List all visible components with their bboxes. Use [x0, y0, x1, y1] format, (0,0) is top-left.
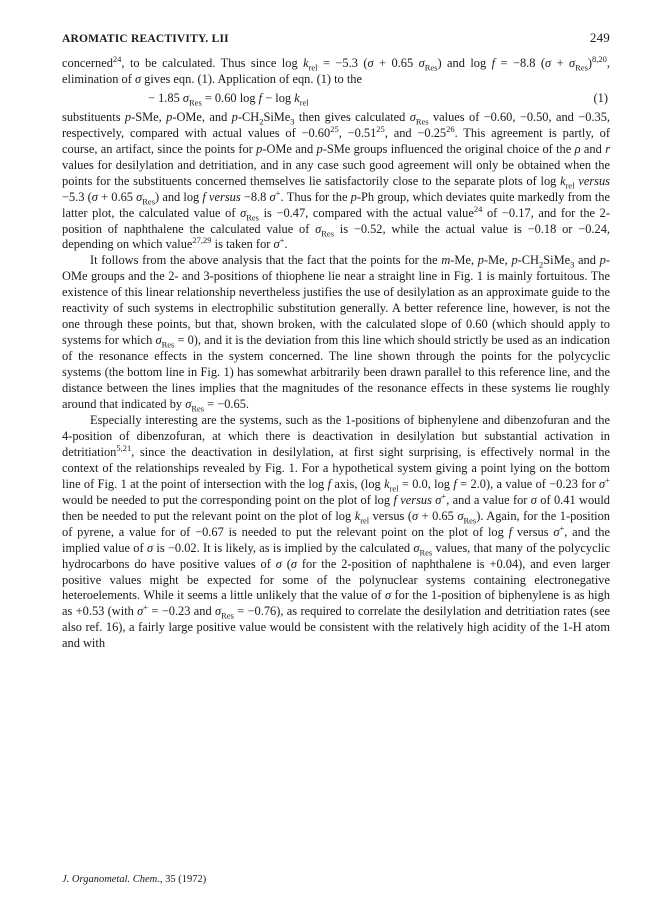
running-title: AROMATIC REACTIVITY. LII	[62, 33, 229, 45]
page	[62, 30, 610, 652]
equation-text: − 1.85 $\sigma_{Res} = 0.60$ $\log f - \log k_{rel}$	[148, 90, 309, 108]
paragraph-1a: concerned$^{24}$, to be calculated. Thus since $\log k_{rel} = -5.3$ (σ + 0.65 $\sigma_{Res}$) and log f = −8.8 $(\sigma + \sigma_{Res})^{8,20}$, elimination of σ gives eqn. (1). Application of eqn. (1) to the	[62, 53, 611, 86]
paragraph-3: Especially interesting are the systems, such as the 1-positions of biphenylene and dibenzofuran and the 4-position of dibenzofuran, at which there is deactivation in desilylation but substantial activation in detritiation$^{5,21}$, since the deactivation in desilylation, at first sight surprising, is effectively normal in the context of the relationships revealed by Fig. 1. For a hypothetical system giving a point lying on the bottom line of Fig. 1 at the point of intersection with the log f axis, (log $k_{rel} = 0.0$, log f = 2.0), a value of −0.23 for σ+ would be needed to put the corresponding point on the plot of log f versus σ+, and a value for σ of 0.41 would then be needed to put the relevant point on the plot of $\log k_{rel}$ versus (σ + 0.65 $\sigma_{Res}$). Again, for the 1-position of pyrene, a value for of −0.67 is needed to put the relevant point on the plot of log f versus σ+, and the implied value of σ is −0.02. It is likely, as is implied by the calculated $\sigma_{Res}$ values, that many of the polycyclic hydrocarbons do have positive values of σ (σ for the 2-position of naphthalene is +0.04), and even larger positive values might be expected for some of the polynuclear systems containing electronegative heteroelements. While it seems a little unlikely that the value of σ for the 1-position of biphenylene is as high as +0.53 (with σ+ = −0.23 and $\sigma_{Res} = -0.76$), as required to correlate the desilylation and detritiation rates (see also ref. 16), a fairly large positive value would be consistent with the relatively high acidity of the 1-H atom and with	[62, 412, 611, 651]
journal-name: J. Organometal. Chem.,	[62, 874, 163, 885]
running-head	[62, 30, 610, 46]
equation-number: (1)	[593, 90, 608, 105]
equation-1	[62, 91, 610, 107]
journal-volume-year: 35 (1972)	[165, 874, 207, 885]
footer-citation	[62, 874, 206, 885]
paragraph-2: It follows from the above analysis that the fact that the points for the m-Me, p-Me, $p-CH_2SiMe_3$ and p-OMe groups and the 2- and 3-positions of thiophene lie near a straight line in Fig. 1 is mainly fortuitous. The existence of this linear relationship nevertheless justifies the use of desilylation as an approximate guide to the reactivity of such systems in electrophilic substitution generally. A better reference line, however, is not the one through these points, but that, shown broken, with the calculated slope of 0.60 (which should apply to systems for which $\sigma_{Res} = 0$), and it is the deviation from this line which should strictly be used as an indication of the resonance effects in the system concerned. The line shown through the points for the polycyclic systems (the bottom line in Fig. 1) has somewhat arbitrarily been drawn parallel to this reference line, and the distance between the lines implies that the magnitudes of the resonance effects in these systems lie roughly around that indicated by $\sigma_{Res} = -0.65$.	[62, 253, 611, 414]
page-number: 249	[589, 30, 610, 45]
paragraph-1b: substituents p-SMe, p-OMe, and $p-CH_2SiMe_3$ then gives calculated $\sigma_{Res}$ values of −0.60, −0.50, and −0.35, respectively, compared with actual values of $-0.60^{25}$, $-0.51^{25}$, and $-0.25^{26}$. This agreement is partly, of course, an artifact, since the points for p-OMe and p-SMe groups influenced the original choice of the ρ and r values for desilylation and detritiation, and in any case such good agreement will only be obtained when the points for the substituents concerned themselves lie satisfactorily close to the separate plots of $\log k_{rel}$ versus −5.3 (σ + 0.65 $\sigma_{Res}$) and log f versus −8.8 σ+. Thus for the p-Ph group, which deviates quite markedly from the latter plot, the calculated value of $\sigma_{Res}$ is −0.47, compared with the actual value$^{24}$ of −0.17, and for the 2-position of naphthalene the calculated value of $\sigma_{Res}$ is −0.52, while the actual value is −0.18 or −0.24, depending on which value$^{27,29}$ is taken for σ+.	[62, 109, 611, 252]
